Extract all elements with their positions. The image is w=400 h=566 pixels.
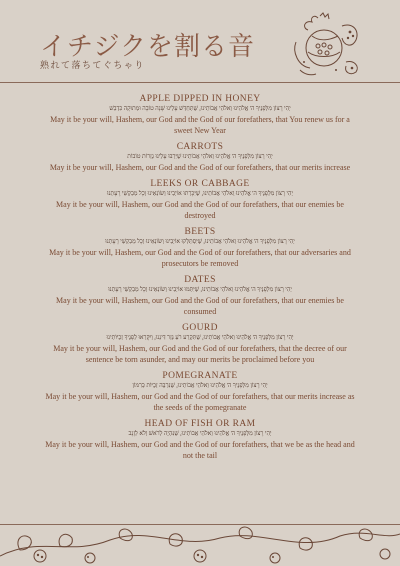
page-title: イチジクを割る音 <box>40 32 255 62</box>
section-english: May it be your will, Hashem, our God and the God of our forefathers, that our enemies be consumed <box>56 296 344 316</box>
section-hebrew: יְהִי רָצוֹן מִלְּפָנֶיךָ ה' אֱלֹהֵינוּ וֵאלֹהֵי אֲבוֹתֵינוּ שֶׁיִּרְבּוּ עָלֵינוּ גְזֵרוֹת טוֹבוֹת <box>127 154 273 160</box>
section-hebrew: יְהִי רָצוֹן מִלְּפָנֶיךָ ה' אֱלֹהֵינוּ וֵאלֹהֵי אֲבוֹתֵינוּ, שֶׁנִּרְבֶּה זְכֻיּוֹת כְּרִמּוֹן <box>132 383 268 389</box>
section-title: DATES <box>184 275 216 285</box>
section-beets <box>30 226 370 269</box>
section-dates <box>30 274 370 317</box>
section-english: May it be your will, Hashem, our God and the God of our forefathers, that our merits increase <box>49 163 351 172</box>
section-english: May it be your will, Hashem, our God and the God of our forefathers, that You renew us for a sweet New Year <box>50 115 350 135</box>
section-title: BEETS <box>184 227 216 237</box>
section-hebrew: יְהִי רָצוֹן מִלְּפָנֶיךָ ה' אֱלֹהֵינוּ וֵאלֹהֵי אֲבוֹתֵינוּ, שֶׁתִּקְרַע רֹעַ גְּזַר דִּינֵנוּ, וְיִקָּרְאוּ לְפָנֶיךָ זְכֻיּוֹתֵינוּ <box>106 335 294 341</box>
section-hebrew: יְהִי רָצוֹן מִלְּפָנֶיךָ ה' אֱלֹהֵינוּ וֵאלֹהֵי אֲבוֹתֵינוּ, שֶׁיִּתַּמּוּ אוֹיְבֵינוּ וְשׂוֹנְאֵינוּ וְכָל מְבַקְשֵׁי רָעָתֵנוּ <box>108 287 292 293</box>
section-hebrew: יְהִי רָצוֹן מִלְּפָנֶיךָ ה' אֱלֹהֵינוּ וֵאלֹהֵי אֲבוֹתֵינוּ, שֶׁנִּהְיֶה לְרֹאשׁ וְלֹא לְזָנָב <box>128 431 272 437</box>
page-header <box>0 0 400 82</box>
botanical-footer-illustration <box>0 526 400 566</box>
section-head-fish-ram <box>30 418 370 461</box>
pomegranate-illustration <box>290 12 362 78</box>
section-title: APPLE DIPPED IN HONEY <box>139 94 261 104</box>
section-english: May it be your will, Hashem, our God and the God of our forefathers, that our adversaries and prosecutors be removed <box>49 248 351 268</box>
section-title: POMEGRANATE <box>162 371 238 381</box>
section-title: HEAD OF FISH OR RAM <box>144 419 256 429</box>
section-leeks-cabbage <box>30 178 370 221</box>
section-gourd <box>30 322 370 365</box>
section-pomegranate <box>30 370 370 413</box>
section-carrots <box>30 141 370 173</box>
footer-divider <box>0 524 400 525</box>
page-subtitle: 熟れて落ちてぐちゃり <box>40 61 145 71</box>
section-title: LEEKS OR CABBAGE <box>150 179 250 189</box>
section-title: GOURD <box>182 323 218 333</box>
section-title: CARROTS <box>176 142 224 152</box>
section-apple-honey <box>30 93 370 136</box>
section-hebrew: יְהִי רָצוֹן מִלְּפָנֶיךָ ה' אֱלֹהֵינוּ וֵאלֹהֵי אֲבוֹתֵינוּ, שֶׁיִּסְתַּלְּקוּ אוֹיְבֵינוּ וְשׂוֹנְאֵינוּ וְכָל מְבַקְשֵׁי רָעָתֵנוּ <box>105 239 295 245</box>
section-english: May it be your will, Hashem, our God and the God of our forefathers, that we be as the head and not the tail <box>45 440 355 460</box>
section-hebrew: יְהִי רָצוֹן מִלְּפָנֶיךָ ה' אֱלֹהֵינוּ וֵאלֹהֵי אֲבוֹתֵינוּ, שֶׁיִּכָּרְתוּ אוֹיְבֵינוּ וְשׂוֹנְאֵינוּ וְכָל מְבַקְשֵׁי רָעָתֵנוּ <box>106 191 294 197</box>
blessings-list <box>30 93 370 466</box>
section-hebrew: יְהִי רָצוֹן מִלְּפָנֶיךָ ה' אֱלֹהֵינוּ וֵאלֹהֵי אֲבוֹתֵינוּ, שֶׁתְּחַדֵּשׁ עָלֵינוּ שָׁנָה טוֹבָה וּמְתוּקָה כִּדְבַשׁ <box>109 106 291 112</box>
section-english: May it be your will, Hashem, our God and the God of our forefathers, that our enemies be destroyed <box>56 200 344 220</box>
section-english: May it be your will, Hashem, our God and the God of our forefathers, that the decree of our sentence be torn asunder, and may our merits be proclaimed before you <box>53 344 347 364</box>
section-english: May it be your will, Hashem, our God and the God of our forefathers, that our merits increase as the seeds of the pomegranate <box>45 392 355 412</box>
header-divider <box>0 82 400 83</box>
